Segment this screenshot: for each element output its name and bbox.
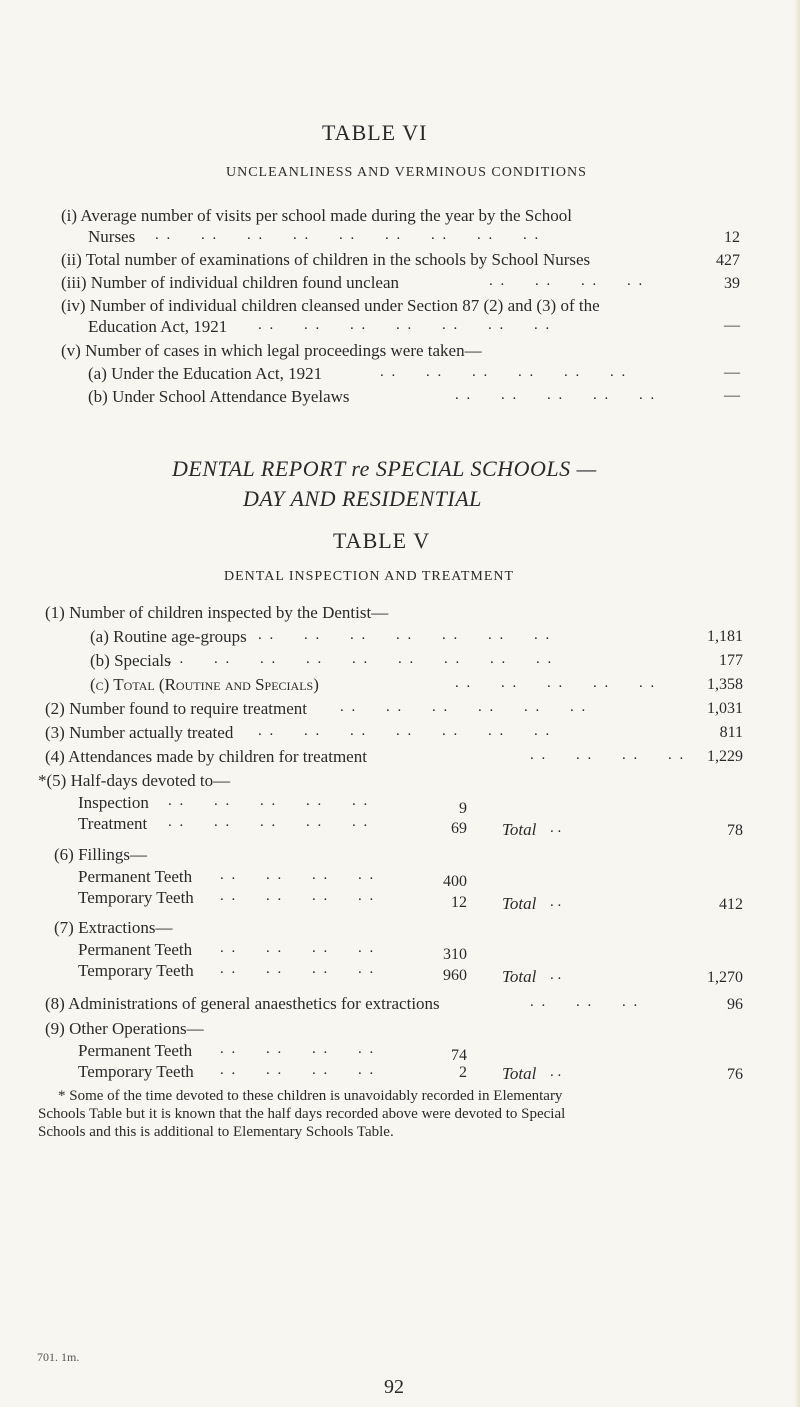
dental-row-5-label: *(5) Half-days devoted to— [38,771,231,790]
dental-row-5-inspection-label: Inspection [78,793,149,812]
dental-row-1-label: (1) Number of children inspected by the Dentist— [45,603,389,622]
leader-dots: . . . . . . . . . . . . [340,699,588,715]
dental-row-8-label: (8) Administrations of general anaesthetics for extractions [45,994,440,1013]
page-number: 92 [384,1376,404,1398]
leader-dots: . . . . . . . . [489,273,645,289]
dental-row-7-total: 1,270 [707,969,743,986]
total-label: Total [502,967,537,986]
footnote-line3: Schools and this is additional to Elementary Schools Table. [38,1124,394,1140]
dental-row-9-temporary-sub: 2 [459,1064,467,1081]
dental-row-6-permanent-sub: 400 [443,873,467,890]
leader-dots: . . . . . . . . . . . . . . [258,723,552,739]
row-v-label: (v) Number of cases in which legal proceedings were taken— [61,341,482,360]
leader-dots: . . . . . . . . . . [455,675,657,691]
dental-row-2-label: (2) Number found to require treatment [45,699,307,718]
footnote-line2: Schools Table but it is known that the half days recorded above were devoted to Special [38,1106,566,1122]
dental-row-9-label: (9) Other Operations— [45,1019,204,1038]
row-iv-value: — [724,317,740,334]
leader-dots: . . . . . . . . . . . . [380,364,628,380]
dental-row-7-permanent-sub: 310 [443,946,467,963]
leader-dots: . . . . . . . . [220,888,376,904]
leader-dots: . . . . . . . . . . . . . . . . . . [155,227,541,243]
dental-row-7-label: (7) Extractions— [54,918,173,937]
table-vi-title: TABLE VI [322,120,428,145]
dental-row-8-value: 96 [727,996,743,1013]
dental-row-7-permanent-label: Permanent Teeth [78,940,193,959]
dental-row-1c-label: (c) Total (Routine and Specials) [90,675,319,694]
leader-dots: . . . . . . . . [220,940,376,956]
dental-row-1b-value: 177 [719,652,743,669]
dental-row-1a-label: (a) Routine age-groups [90,627,247,646]
dental-row-5-treatment-label: Treatment [78,814,148,833]
row-iv-label-cont: Education Act, 1921 [88,317,228,336]
page-edge-shadow [794,0,800,1407]
dental-row-9-total: 76 [727,1066,743,1083]
leader-dots: . . . . . . . . . . . . . . . . . . [168,651,554,667]
leader-dots: . . [550,967,562,983]
dental-row-1a-value: 1,181 [707,628,743,645]
footnote-line1: * Some of the time devoted to these children is unavoidably recorded in Elementary [58,1088,563,1104]
dental-row-6-label: (6) Fillings— [54,845,148,864]
dental-row-3-value: 811 [719,724,743,741]
dental-row-6-temporary-sub: 12 [451,894,467,911]
print-code: 701. 1m. [37,1350,80,1364]
dental-row-4-label: (4) Attendances made by children for treatment [45,747,367,766]
total-label: Total [502,1064,537,1083]
dental-row-9-temporary-label: Temporary Teeth [78,1062,194,1081]
row-v-a-value: — [724,364,740,381]
row-ii-value: 427 [716,252,740,269]
dental-row-5-inspection-sub: 9 [459,800,467,817]
leader-dots: . . . . . . . . . . . . . . [258,627,552,643]
row-i-label: (i) Average number of visits per school made during the year by the School [61,206,572,225]
dental-row-2-value: 1,031 [707,700,743,717]
dental-row-6-permanent-label: Permanent Teeth [78,867,193,886]
dental-row-1c-value: 1,358 [707,676,743,693]
leader-dots: . . . . . . . . . . . . . . [258,317,552,333]
leader-dots: . . . . . . . . . . [455,387,657,403]
dental-row-7-temporary-sub: 960 [443,967,467,984]
row-ii-label: (ii) Total number of examinations of children in the schools by School Nurses [61,250,591,269]
dental-row-3-label: (3) Number actually treated [45,723,234,742]
row-v-b-label: (b) Under School Attendance Byelaws [88,387,350,406]
leader-dots: . . . . . . . . [530,747,686,763]
leader-dots: . . . . . . . . [220,961,376,977]
dental-row-4-value: 1,229 [707,748,743,765]
leader-dots: . . [550,820,562,836]
dental-row-9-permanent-label: Permanent Teeth [78,1041,193,1060]
leader-dots: . . . . . . . . . . [168,814,370,830]
row-i-value: 12 [724,229,740,246]
total-label: Total [502,820,537,839]
leader-dots: . . . . . . . . [220,1062,376,1078]
row-i-label-cont: Nurses [88,227,136,246]
dental-row-7-temporary-label: Temporary Teeth [78,961,194,980]
leader-dots: . . . . . . . . [220,867,376,883]
row-iii-label: (iii) Number of individual children found unclean [61,273,400,292]
dental-row-5-treatment-sub: 69 [451,820,467,837]
row-v-a-label: (a) Under the Education Act, 1921 [88,364,323,383]
leader-dots: . . [550,894,562,910]
dental-row-6-temporary-label: Temporary Teeth [78,888,194,907]
table-vi-subtitle: UNCLEANLINESS AND VERMINOUS CONDITIONS [226,165,587,180]
table-v-title: TABLE V [333,528,431,553]
dental-row-5-total: 78 [727,822,743,839]
table-v-subtitle: DENTAL INSPECTION AND TREATMENT [224,569,515,584]
dental-heading-line1: DENTAL REPORT re SPECIAL SCHOOLS — [172,456,597,481]
leader-dots: . . . . . . . . . . [168,793,370,809]
dental-row-1b-label: (b) Specials [90,651,171,670]
leader-dots: . . . . . . . . [220,1041,376,1057]
row-iii-value: 39 [724,275,740,292]
dental-heading-line2: DAY AND RESIDENTIAL [243,486,482,511]
total-label: Total [502,894,537,913]
row-v-b-value: — [724,387,740,404]
dental-row-9-permanent-sub: 74 [451,1047,467,1064]
leader-dots: . . . . . . [530,994,640,1010]
row-iv-label: (iv) Number of individual children cleansed under Section 87 (2) and (3) of the [61,296,600,315]
leader-dots: . . [550,1064,562,1080]
dental-row-6-total: 412 [719,896,743,913]
